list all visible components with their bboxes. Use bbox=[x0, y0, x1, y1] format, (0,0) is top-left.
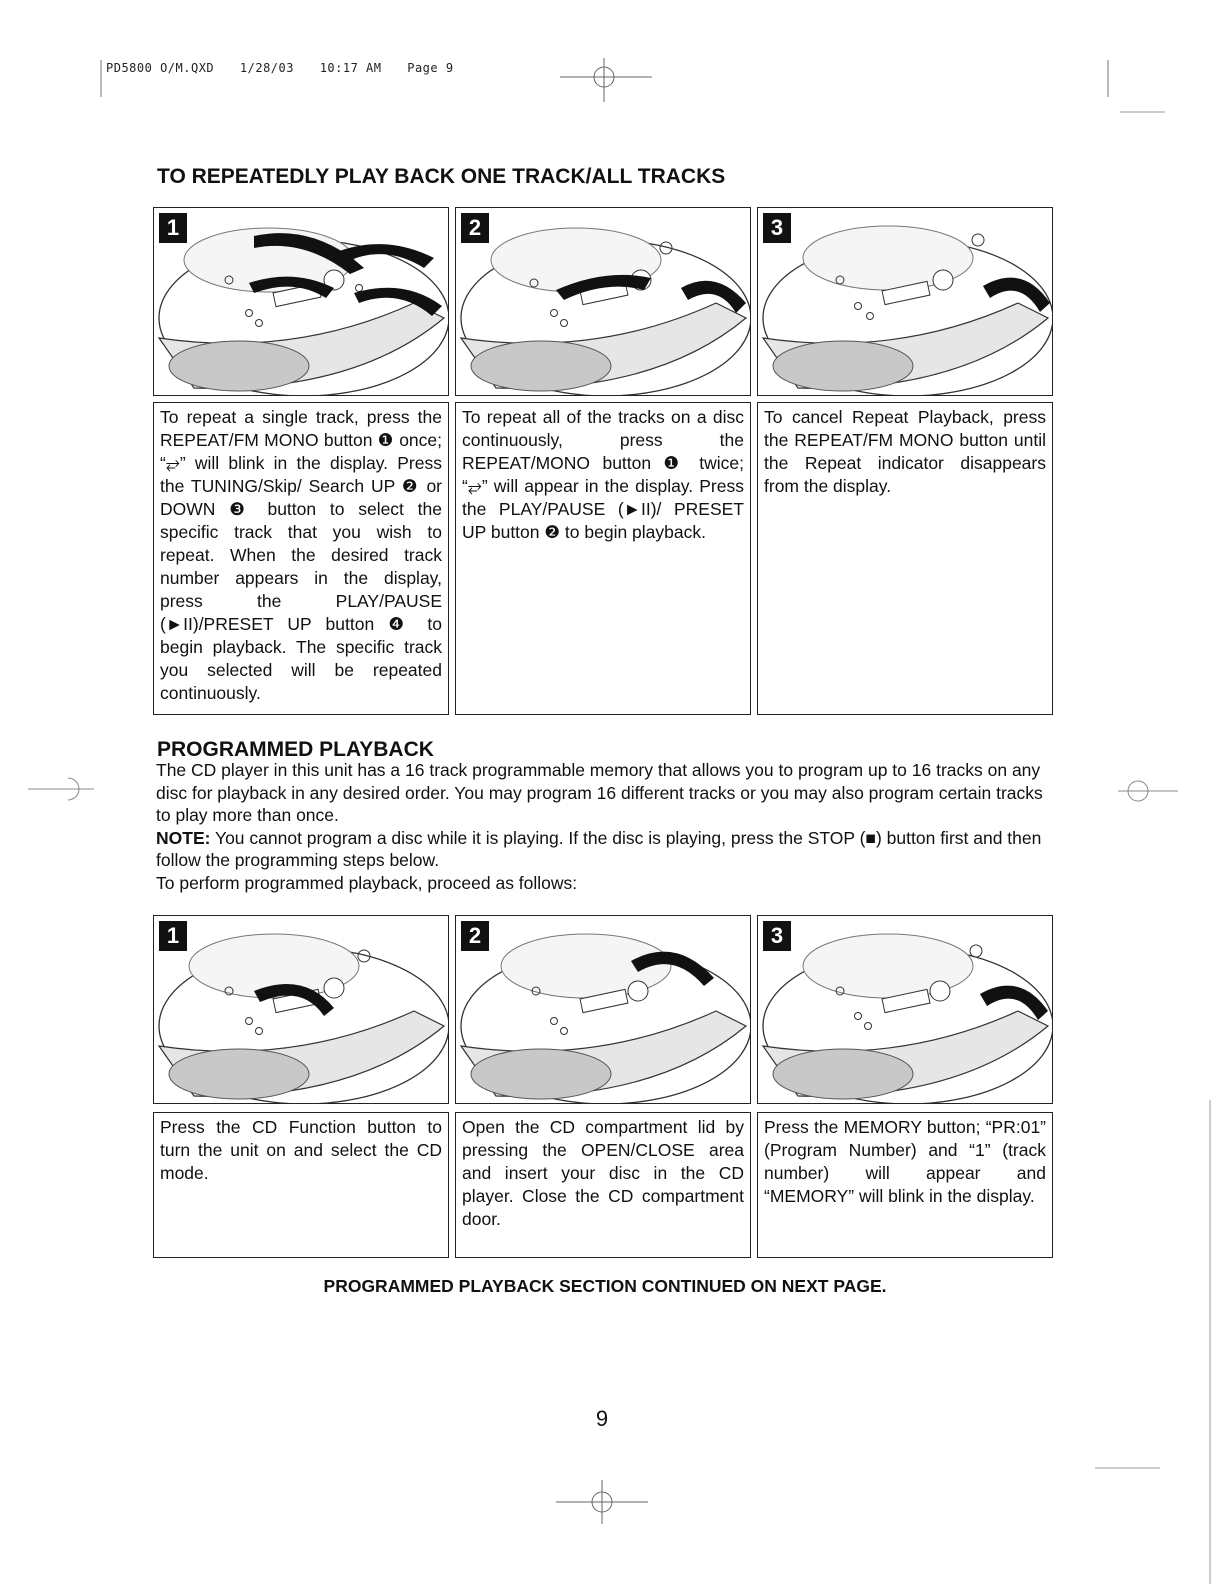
boombox-illustration bbox=[154, 208, 449, 396]
repeat-step-3-text: To cancel Repeat Playback, press the REPEAT/FM MONO button until the Repeat indicator disappears from the display. bbox=[757, 402, 1053, 715]
slug-date: 1/28/03 bbox=[239, 61, 294, 75]
repeat-instructions bbox=[153, 402, 1053, 715]
slug-time: 10:17 AM bbox=[319, 61, 382, 75]
boombox-illustration bbox=[154, 916, 449, 1104]
print-slug bbox=[106, 61, 472, 75]
section-title-repeat: TO REPEATEDLY PLAY BACK ONE TRACK/ALL TRACKS bbox=[157, 165, 726, 188]
intro-paragraph-2: To perform programmed playback, proceed as follows: bbox=[156, 872, 578, 893]
repeat-step-2-illustration bbox=[455, 207, 751, 396]
program-step-2-illustration bbox=[455, 915, 751, 1104]
programmed-intro bbox=[156, 759, 1056, 894]
repeat-illustrations bbox=[153, 207, 1053, 396]
boombox-illustration bbox=[758, 208, 1053, 396]
program-step-1-text: Press the CD Function button to turn the unit on and select the CD mode. bbox=[153, 1112, 449, 1258]
boombox-illustration bbox=[456, 208, 751, 396]
program-step-3-text: Press the MEMORY button; “PR:01” (Program Number) and “1” (track number) will appear and “MEMORY” will blink in the display. bbox=[757, 1112, 1053, 1258]
program-illustrations bbox=[153, 915, 1053, 1104]
repeat-step-1-text: To repeat a single track, press the REPEAT/FM MONO button ❶ once; “⥂” will blink in the display. Press the TUNING/Skip/ Search UP ❷ or DOWN ❸ button to select the specific track that you wish to repeat. When the desired track number appears in the display, press the PLAY/PAUSE (►II)/PRESET UP button ❹ to begin playback. The specific track you selected will be repeated continuously. bbox=[153, 402, 449, 715]
program-step-2-text: Open the CD compartment lid by pressing the OPEN/CLOSE area and insert your disc in the CD player. Close the CD compartment door. bbox=[455, 1112, 751, 1258]
step-number-badge: 3 bbox=[763, 213, 791, 243]
repeat-step-3-illustration bbox=[757, 207, 1053, 396]
boombox-illustration bbox=[456, 916, 751, 1104]
continued-notice: PROGRAMMED PLAYBACK SECTION CONTINUED ON NEXT PAGE. bbox=[323, 1276, 887, 1296]
step-number-badge: 2 bbox=[461, 213, 489, 243]
step-number-badge: 2 bbox=[461, 921, 489, 951]
note-text: You cannot program a disc while it is playing. If the disc is playing, press the STOP (■) button first and then follow the programming steps below. bbox=[156, 827, 1042, 870]
page-number: 9 bbox=[595, 1406, 609, 1431]
note-paragraph bbox=[156, 827, 1056, 872]
repeat-step-2-text: To repeat all of the tracks on a disc continuously, press the REPEAT/MONO button ❶ twice; “⥂” will appear in the display. Press the PLAY/PAUSE (►II)/ PRESET UP button ❷ to begin playback. bbox=[455, 402, 751, 715]
program-step-1-illustration bbox=[153, 915, 449, 1104]
program-step-3-illustration bbox=[757, 915, 1053, 1104]
section-title-programmed: PROGRAMMED PLAYBACK bbox=[157, 738, 434, 761]
note-label: NOTE: bbox=[156, 827, 211, 848]
slug-page: Page 9 bbox=[407, 61, 454, 75]
step-number-badge: 3 bbox=[763, 921, 791, 951]
repeat-step-1-illustration bbox=[153, 207, 449, 396]
program-instructions bbox=[153, 1112, 1053, 1258]
step-number-badge: 1 bbox=[159, 213, 187, 243]
slug-file: PD5800 O/M.QXD bbox=[106, 61, 215, 75]
boombox-illustration bbox=[758, 916, 1053, 1104]
intro-paragraph: The CD player in this unit has a 16 track programmable memory that allows you to program up to 16 tracks on any disc for playback in any desired order. You may program 16 different tracks or you may also program certain tracks to play more than once. bbox=[156, 760, 1043, 825]
step-number-badge: 1 bbox=[159, 921, 187, 951]
